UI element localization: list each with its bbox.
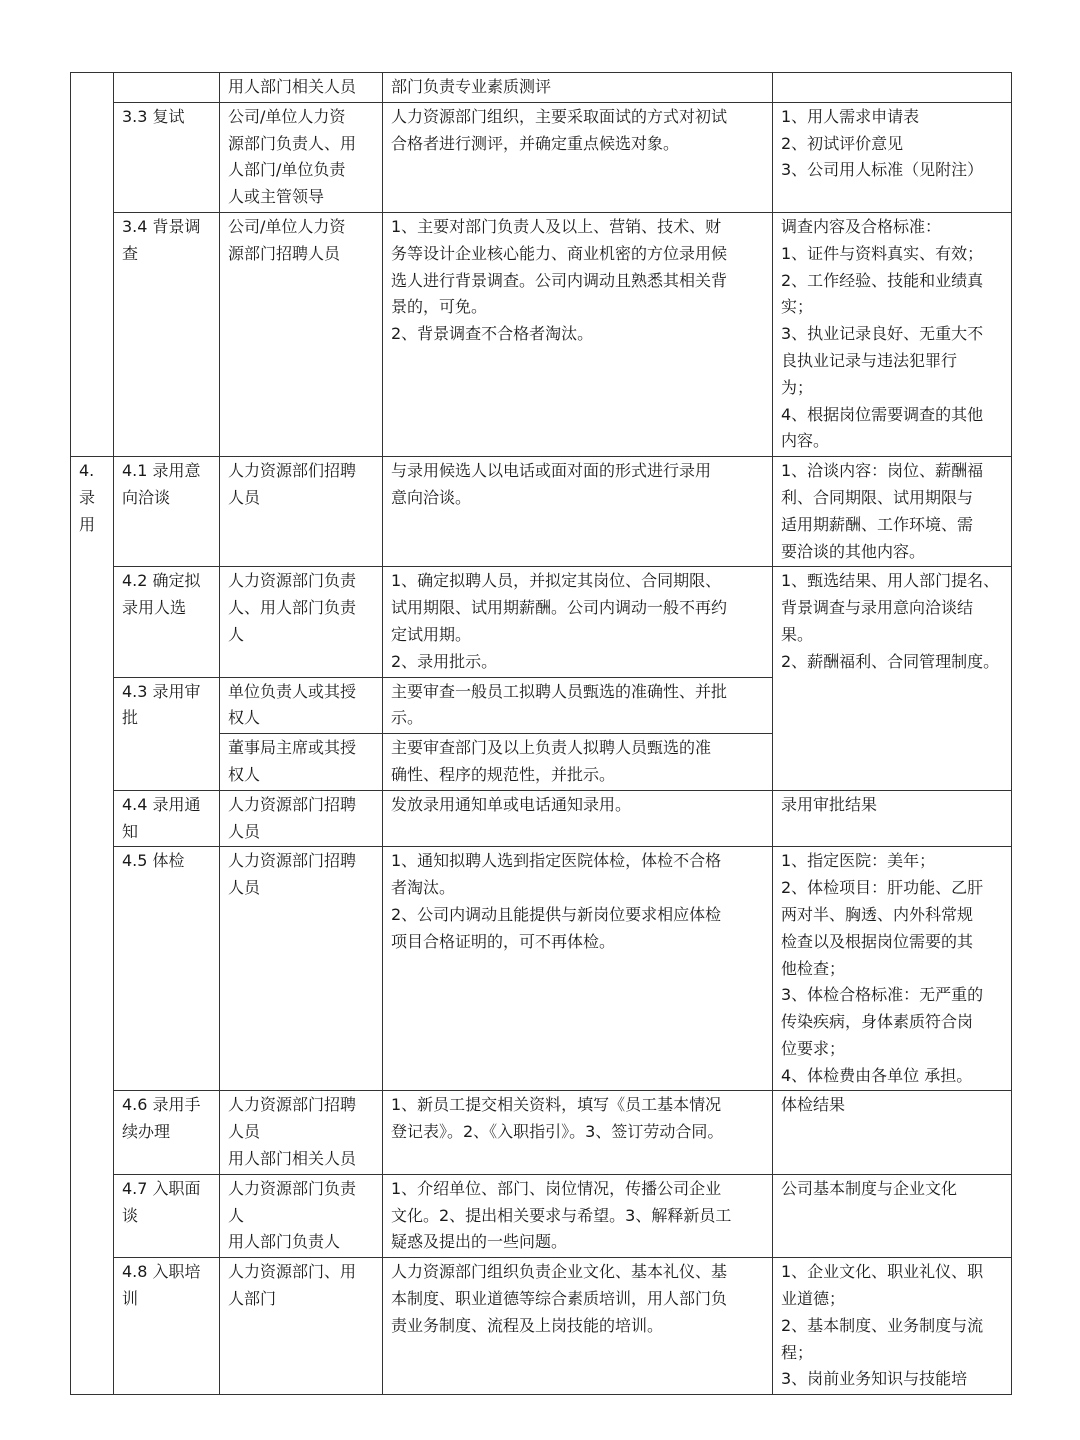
table-row — [71, 212, 1012, 456]
description-cell: 发放录用通知单或电话通知录用。 — [383, 790, 773, 847]
step-cell: 4.8 入职培 训 — [114, 1258, 220, 1395]
description-cell: 1、新员工提交相关资料，填写《员工基本情况 登记表》。2、《入职指引》。3、签订劳动合同。 — [383, 1091, 773, 1174]
table-row — [71, 790, 1012, 847]
owner-cell: 人力资源部门招聘 人员 — [220, 847, 383, 1091]
step-cell — [114, 73, 220, 103]
stage-cell-3 — [71, 73, 114, 457]
description-cell: 与录用候选人以电话或面对面的形式进行录用 意向洽谈。 — [383, 457, 773, 567]
owner-cell: 人力资源部门招聘 人员 — [220, 790, 383, 847]
basis-cell: 体检结果 — [773, 1091, 1012, 1174]
description-cell: 1、通知拟聘人选到指定医院体检，体检不合格 者淘汰。 2、公司内调动且能提供与新岗位要求相应体检 项目合格证明的，可不再体检。 — [383, 847, 773, 1091]
step-cell: 4.7 入职面 谈 — [114, 1174, 220, 1257]
basis-cell: 录用审批结果 — [773, 790, 1012, 847]
step-cell: 4.1 录用意 向洽谈 — [114, 457, 220, 567]
table-row — [71, 457, 1012, 567]
step-cell: 3.4 背景调 查 — [114, 212, 220, 456]
table-row — [71, 1174, 1012, 1257]
step-cell: 4.6 录用手 续办理 — [114, 1091, 220, 1174]
table-row — [71, 102, 1012, 212]
owner-cell: 公司/单位人力资 源部门负责人、用 人部门/单位负责 人或主管领导 — [220, 102, 383, 212]
step-cell: 3.3 复试 — [114, 102, 220, 212]
table-row — [71, 1091, 1012, 1174]
basis-cell: 1、洽谈内容：岗位、薪酬福 利、合同期限、试用期限与 适用期薪酬、工作环境、需 要洽谈的其他内容。 — [773, 457, 1012, 567]
table-row — [71, 847, 1012, 1091]
table-row — [71, 73, 1012, 103]
description-cell: 人力资源部门组织负责企业文化、基本礼仪、基 本制度、职业道德等综合素质培训，用人部门负 责业务制度、流程及上岗技能的培训。 — [383, 1258, 773, 1395]
stage-cell-4: 4. 录 用 — [71, 457, 114, 1395]
table-row — [71, 567, 1012, 677]
basis-cell: 1、指定医院：美年； 2、体检项目：肝功能、乙肝 两对半、胸透、内外科常规 检查以及根据岗位需要的其 他检查； 3、体检合格标准：无严重的 传染疾病，身体素质符合岗 位要求； 4、体检费由各单位 承担。 — [773, 847, 1012, 1091]
basis-cell — [773, 73, 1012, 103]
owner-cell: 人力资源部门负责 人 用人部门负责人 — [220, 1174, 383, 1257]
step-cell: 4.5 体检 — [114, 847, 220, 1091]
owner-cell: 用人部门相关人员 — [220, 73, 383, 103]
owner-cell: 公司/单位人力资 源部门招聘人员 — [220, 212, 383, 456]
description-cell: 1、主要对部门负责人及以上、营销、技术、财 务等设计企业核心能力、商业机密的方位录用候 选人进行背景调查。公司内调动且熟悉其相关背 景的，可免。 2、背景调查不合格者淘汰。 — [383, 212, 773, 456]
step-cell: 4.2 确定拟 录用人选 — [114, 567, 220, 677]
description-cell: 1、介绍单位、部门、岗位情况，传播公司企业 文化。2、提出相关要求与希望。3、解释新员工 疑惑及提出的一些问题。 — [383, 1174, 773, 1257]
step-cell: 4.3 录用审 批 — [114, 677, 220, 790]
basis-cell: 调查内容及合格标准： 1、证件与资料真实、有效； 2、工作经验、技能和业绩真 实； 3、执业记录良好、无重大不 良执业记录与违法犯罪行 为； 4、根据岗位需要调查的其他 内容。 — [773, 212, 1012, 456]
table-row — [71, 1258, 1012, 1395]
basis-cell: 1、甄选结果、用人部门提名、 背景调查与录用意向洽谈结 果。 2、薪酬福利、合同管理制度。 — [773, 567, 1012, 790]
basis-cell: 公司基本制度与企业文化 — [773, 1174, 1012, 1257]
owner-cell: 人力资源部门招聘 人员 用人部门相关人员 — [220, 1091, 383, 1174]
owner-cell: 单位负责人或其授 权人 — [220, 677, 383, 734]
basis-cell: 1、用人需求申请表 2、初试评价意见 3、公司用人标准（见附注） — [773, 102, 1012, 212]
description-cell: 人力资源部门组织，主要采取面试的方式对初试 合格者进行测评，并确定重点候选对象。 — [383, 102, 773, 212]
owner-cell: 人力资源部门、用 人部门 — [220, 1258, 383, 1395]
owner-cell: 人力资源部们招聘 人员 — [220, 457, 383, 567]
description-cell: 部门负责专业素质测评 — [383, 73, 773, 103]
description-cell: 主要审查一般员工拟聘人员甄选的准确性、并批 示。 — [383, 677, 773, 734]
basis-cell: 1、企业文化、职业礼仪、职 业道德； 2、基本制度、业务制度与流 程； 3、岗前业务知识与技能培 — [773, 1258, 1012, 1395]
step-cell: 4.4 录用通 知 — [114, 790, 220, 847]
owner-cell: 人力资源部门负责 人、用人部门负责 人 — [220, 567, 383, 677]
owner-cell: 董事局主席或其授 权人 — [220, 734, 383, 791]
description-cell: 主要审查部门及以上负责人拟聘人员甄选的准 确性、程序的规范性，并批示。 — [383, 734, 773, 791]
description-cell: 1、确定拟聘人员，并拟定其岗位、合同期限、 试用期限、试用期薪酬。公司内调动一般不再约 定试用期。 2、录用批示。 — [383, 567, 773, 677]
recruitment-process-table — [70, 72, 1012, 1395]
